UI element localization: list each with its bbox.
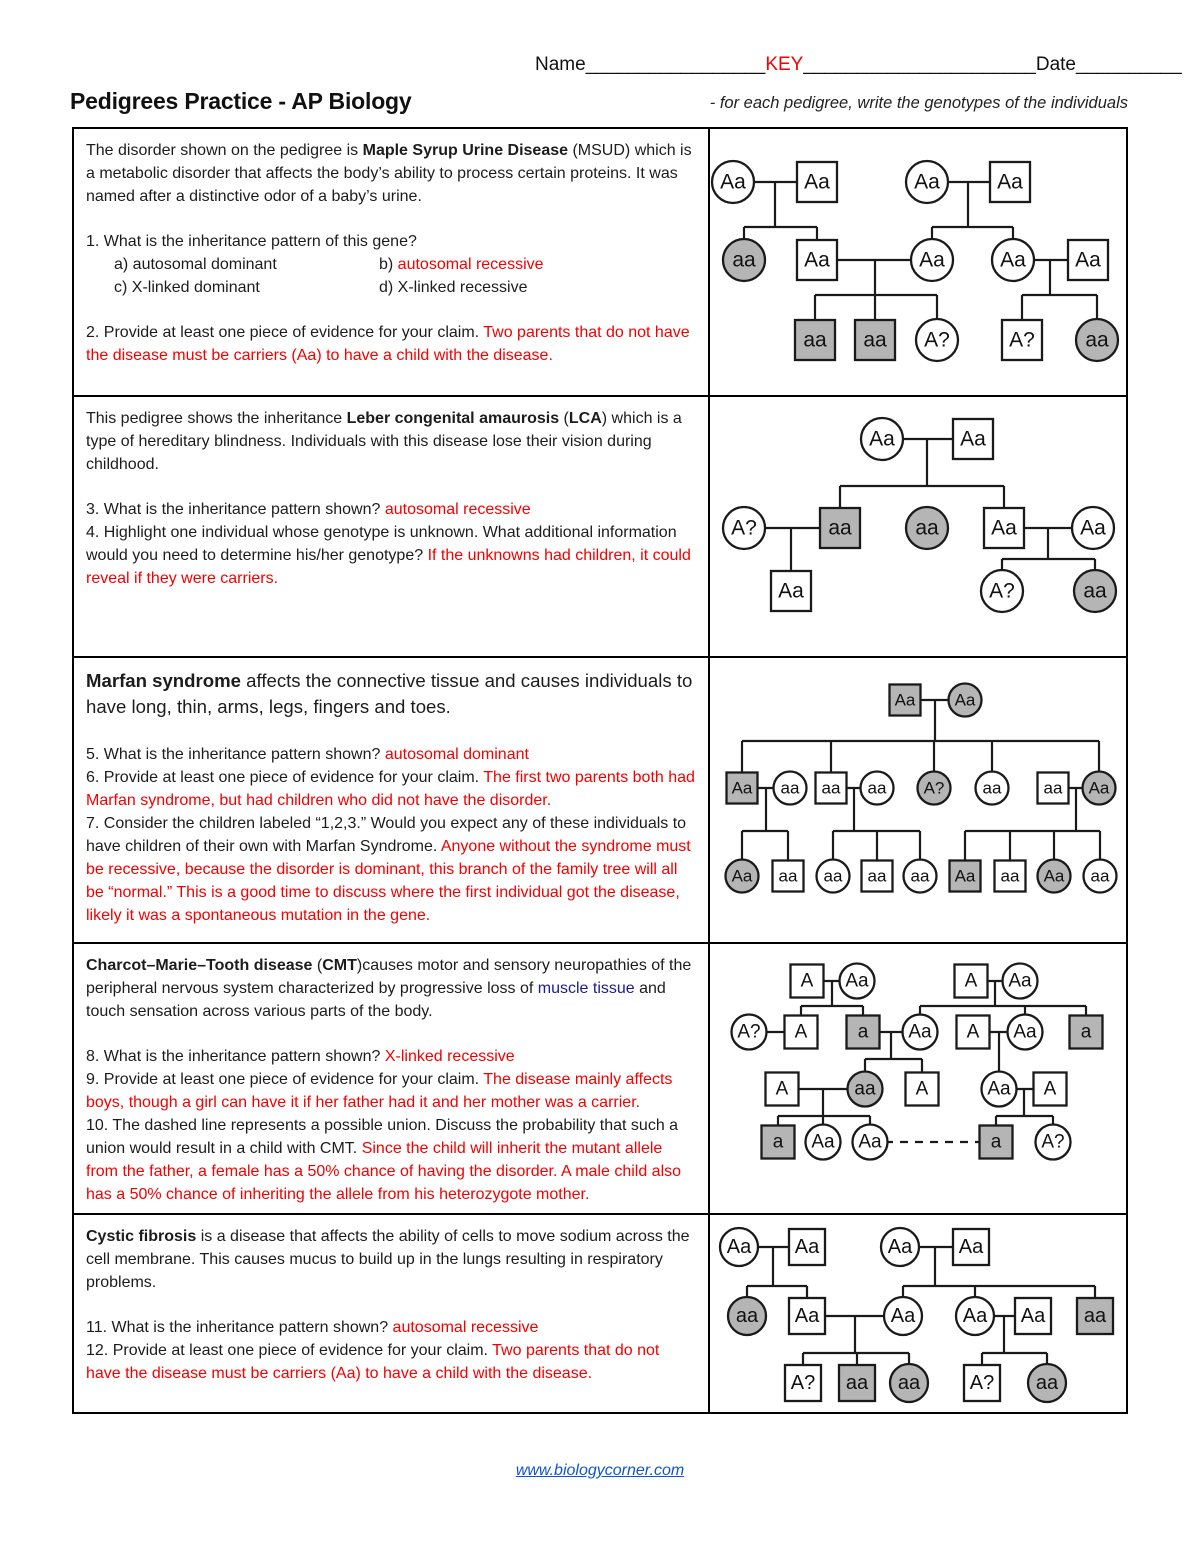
table-row-lca (74, 395, 1126, 656)
question-text: Marfan syndrome (86, 670, 241, 691)
pedigree-node-male-affected (1070, 1016, 1103, 1049)
pedigree-node-female (884, 1297, 922, 1335)
pedigree-node-female-affected (918, 772, 951, 805)
question-text: and touch sensation across various parts of the body. (86, 980, 666, 1021)
page-title: Pedigrees Practice - AP Biology (70, 88, 412, 114)
genotype-label: Aa (845, 970, 869, 992)
worksheet-paragraph (86, 521, 696, 590)
genotype-label: Aa (1080, 516, 1106, 540)
genotype-label: aa (803, 328, 827, 352)
date-blank: __________ (1075, 54, 1182, 75)
question-text: 12. Provide at least one piece of evidence for your claim. (86, 1342, 493, 1360)
genotype-label: A? (924, 328, 950, 352)
pedigree-node-female (806, 1125, 841, 1160)
genotype-label: aa (1043, 778, 1063, 798)
pedigree-node-male (797, 162, 837, 202)
pedigree-node-female (1003, 964, 1038, 999)
genotype-label: Aa (1075, 248, 1101, 272)
pedigree-node-female (904, 860, 937, 893)
pedigree-node-female-affected (949, 684, 982, 717)
question-text: CMT (322, 957, 357, 974)
pedigree-node-female-affected (906, 507, 948, 549)
question-text: c) X-linked dominant (114, 279, 260, 297)
pedigree-node-female-affected (723, 239, 765, 281)
pedigree-node-female-affected (728, 1297, 766, 1335)
answer-text: autosomal recessive (392, 1319, 539, 1337)
genotype-label: Aa (890, 1305, 916, 1327)
genotype-label: aa (854, 1078, 876, 1100)
genotype-label: aa (1083, 579, 1107, 603)
answer-text: Anyone without the syndrome must be recessive, because the disorder is dominant, this branch of the family tree will all be “normal.” This is a good time to discuss where the first individual got the disease, likely it was a spontaneous mutation in the gene. (86, 837, 691, 924)
answer-text: autosomal recessive (384, 501, 531, 519)
pedigree-node-male (771, 571, 811, 611)
pedigree-node-male (953, 419, 993, 459)
genotype-label: aa (1090, 866, 1110, 886)
pedigree-node-male (906, 1073, 939, 1106)
genotype-label: A? (989, 579, 1015, 603)
genotype-label: A (964, 970, 978, 992)
pedigree-node-female-affected (890, 1364, 928, 1402)
genotype-label: Aa (987, 1078, 1011, 1100)
question-cell-lca (74, 397, 710, 656)
pedigree-node-female-affected (1038, 860, 1071, 893)
pedigree-node-male (791, 965, 824, 998)
question-text: The disorder shown on the pedigree is (86, 142, 363, 159)
genotype-label: Aa (997, 170, 1023, 194)
pedigree-node-male-affected (950, 861, 981, 892)
genotype-label: Aa (778, 579, 804, 603)
worksheet-paragraph (86, 743, 696, 766)
worksheet-paragraph (86, 1316, 696, 1339)
pedigree-node-female (712, 161, 754, 203)
pedigree-chart (710, 658, 1126, 942)
pedigree-node-female-affected (1074, 570, 1116, 612)
pedigree-node-male (766, 1073, 799, 1106)
name-blank: _________________ (585, 54, 766, 75)
genotype-label: aa (1000, 866, 1020, 886)
genotype-label: Aa (954, 690, 976, 710)
genotype-label: Aa (794, 1305, 820, 1327)
pedigree-node-female (1036, 1125, 1071, 1160)
genotype-label: A? (731, 516, 757, 540)
genotype-label: A (915, 1078, 929, 1100)
answer-text: Two parents that do not have the disease must be carriers (Aa) to have a child with the disease. (86, 324, 690, 365)
question-text: affects the connective tissue and causes individuals to have long, thin, arms, legs, fingers and toes. (86, 670, 693, 718)
pedigree-node-female (976, 772, 1009, 805)
question-text: a) autosomal dominant (114, 256, 277, 274)
genotype-label: aa (821, 778, 841, 798)
pedigree-node-female (1084, 860, 1117, 893)
genotype-label: a (772, 1131, 784, 1153)
pedigree-node-female (992, 239, 1034, 281)
genotype-label: A? (790, 1372, 816, 1394)
genotype-label: Aa (962, 1305, 988, 1327)
question-text: b) (379, 256, 398, 274)
pedigree-node-male-affected (1077, 1298, 1113, 1334)
pedigree-cell-msud (710, 129, 1126, 395)
pedigree-node-female-affected (1083, 772, 1116, 805)
genotype-label: aa (780, 778, 800, 798)
table-row-cmt (74, 942, 1126, 1213)
genotype-label: Aa (720, 170, 746, 194)
genotype-label: Aa (914, 170, 940, 194)
pedigree-node-male (862, 861, 893, 892)
genotype-label: A (775, 1078, 789, 1100)
worksheet-paragraph (86, 230, 696, 253)
pedigree-node-female (1008, 1015, 1043, 1050)
pedigree-cell-lca (710, 397, 1126, 656)
title-row (70, 88, 1128, 115)
genotype-label: aa (828, 516, 852, 540)
pedigree-node-female-affected (1028, 1364, 1066, 1402)
question-text: Cystic fibrosis (86, 1228, 197, 1245)
genotype-label: Aa (858, 1131, 882, 1153)
question-text: Charcot–Marie–Tooth disease (86, 957, 313, 974)
pedigree-node-female (774, 772, 807, 805)
pedigree-node-female (903, 1015, 938, 1050)
genotype-label: aa (867, 778, 887, 798)
pedigree-node-male (773, 861, 804, 892)
question-cell-cmt (74, 944, 710, 1213)
worksheet-paragraph (86, 139, 696, 208)
question-text: 4. Highlight one individual whose genotype is unknown. What additional information would you need to determine his/her genotype? (86, 524, 677, 565)
pedigree-node-female (817, 860, 850, 893)
genotype-label: A (800, 970, 814, 992)
genotype-label: aa (1083, 1305, 1107, 1327)
genotype-label: aa (778, 866, 798, 886)
name-label: Name (535, 54, 586, 75)
table-row-cf (74, 1213, 1126, 1412)
pedigree-node-female (916, 319, 958, 361)
question-text: 6. Provide at least one piece of evidence for your claim. (86, 768, 484, 786)
pedigree-node-male (964, 1365, 1000, 1401)
genotype-label: aa (915, 516, 939, 540)
question-text: 11. What is the inheritance pattern shown? (86, 1319, 393, 1337)
genotype-label: Aa (731, 778, 753, 798)
genotype-label: aa (863, 328, 887, 352)
pedigree-node-female-affected (1076, 319, 1118, 361)
question-text: )causes motor and sensory neuropathies of the peripheral nervous system characterized by progressive loss of (86, 957, 692, 998)
pedigree-node-male (1068, 240, 1108, 280)
answer-text: Two parents that do not have the disease must be carriers (Aa) to have a child with the disease. (86, 1342, 660, 1383)
genotype-label: A? (1009, 328, 1035, 352)
question-text: ( (559, 410, 569, 427)
genotype-label: Aa (919, 248, 945, 272)
genotype-label: a (990, 1131, 1002, 1153)
pedigree-node-male (816, 773, 847, 804)
pedigree-node-male (1002, 320, 1042, 360)
pedigree-node-male-affected (855, 320, 895, 360)
question-text: is a disease that affects the ability of cells to move sodium across the cell membrane. This causes mucus to build up in the lungs resulting in respiratory problems. (86, 1228, 690, 1292)
genotype-label: aa (845, 1372, 869, 1394)
genotype-label: Aa (1013, 1021, 1037, 1043)
worksheet-paragraph (86, 1225, 696, 1294)
worksheet-paragraph (86, 407, 696, 476)
pedigree-node-male-affected (839, 1365, 875, 1401)
genotype-label: A (794, 1021, 808, 1043)
pedigree-node-male-affected (762, 1126, 795, 1159)
question-cell-marfan (74, 658, 710, 942)
question-text: 10. The dashed line represents a possible union. Discuss the probability that such a union would result in a child with CMT. (86, 1117, 679, 1158)
genotype-label: aa (823, 866, 843, 886)
genotype-label: Aa (958, 1236, 984, 1258)
date-label: Date (1035, 54, 1076, 75)
table-row-marfan (74, 656, 1126, 942)
answer-text: If the unknowns had children, it could reveal if they were carriers. (86, 547, 691, 588)
question-text: 8. What is the inheritance pattern shown? (86, 1048, 385, 1066)
pedigree-node-male (1034, 1073, 1067, 1106)
question-text: 9. Provide at least one piece of evidence for your claim. (86, 1071, 484, 1089)
answer-text: X-linked recessive (384, 1048, 515, 1066)
worksheet-paragraph (86, 812, 696, 927)
question-text: 5. What is the inheritance pattern shown? (86, 745, 385, 763)
pedigree-node-male (990, 162, 1030, 202)
genotype-label: Aa (869, 427, 895, 451)
genotype-label: Aa (991, 516, 1017, 540)
question-text: 1. What is the inheritance pattern of this gene? (86, 233, 417, 251)
pedigree-node-female (861, 772, 894, 805)
pedigree-node-male (957, 1016, 990, 1049)
table-row-msud (74, 129, 1126, 395)
genotype-label: Aa (1088, 778, 1110, 798)
key-blank: ______________________ (803, 54, 1036, 75)
genotype-label: aa (910, 866, 930, 886)
pedigree-cell-cmt (710, 944, 1126, 1213)
pedigree-node-female (881, 1228, 919, 1266)
key-answer: KEY (765, 54, 804, 75)
pedigree-node-female (1072, 507, 1114, 549)
pedigree-node-female (982, 1072, 1017, 1107)
pedigree-node-female (981, 570, 1023, 612)
question-text: (MSUD) which is a metabolic disorder that affects the body’s ability to process certain proteins. It was named after a distinctive odor of a baby’s urine. (86, 142, 692, 206)
pedigree-node-male-affected (980, 1126, 1013, 1159)
answer-text: autosomal recessive (397, 256, 544, 274)
pedigree-node-male-affected (847, 1016, 880, 1049)
pedigree-chart (710, 397, 1126, 656)
genotype-label: aa (982, 778, 1002, 798)
genotype-label: Aa (894, 690, 916, 710)
hyperlink-text: muscle tissue (537, 980, 635, 998)
question-cell-msud (74, 129, 710, 395)
pedigree-node-male (785, 1016, 818, 1049)
worksheet-paragraph (86, 1339, 696, 1385)
pedigree-node-female (906, 161, 948, 203)
genotype-label: A? (969, 1372, 995, 1394)
genotype-label: aa (1035, 1372, 1059, 1394)
genotype-label: Aa (811, 1131, 835, 1153)
pedigree-node-male (984, 508, 1024, 548)
genotype-label: aa (735, 1305, 759, 1327)
worksheet-paragraph (86, 1068, 696, 1114)
pedigree-node-male (1038, 773, 1069, 804)
question-text: LCA (568, 410, 602, 427)
genotype-label: Aa (731, 866, 753, 886)
genotype-label: aa (1085, 328, 1109, 352)
pedigree-node-male (785, 1365, 821, 1401)
genotype-label: Aa (960, 427, 986, 451)
worksheet-paragraph (86, 954, 696, 1023)
page-subtitle: - for each pedigree, write the genotypes of the individuals (709, 94, 1128, 112)
genotype-label: a (1080, 1021, 1092, 1043)
pedigree-node-male-affected (890, 685, 921, 716)
pedigree-node-female (723, 507, 765, 549)
pedigree-node-male (789, 1298, 825, 1334)
genotype-label: Aa (887, 1236, 913, 1258)
pedigree-node-male (1015, 1298, 1051, 1334)
genotype-label: aa (867, 866, 887, 886)
pedigree-node-male (995, 861, 1026, 892)
question-text: ) which is a type of hereditary blindness. Individuals with this disease lose their vision during childhood. (86, 410, 682, 474)
pedigree-node-female (840, 964, 875, 999)
pedigree-cell-marfan (710, 658, 1126, 942)
worksheet-paragraph (86, 321, 696, 367)
pedigree-node-female (861, 418, 903, 460)
pedigree-node-female (956, 1297, 994, 1335)
genotype-label: Aa (794, 1236, 820, 1258)
genotype-label: Aa (804, 248, 830, 272)
pedigree-node-female (732, 1015, 767, 1050)
question-text: 3. What is the inheritance pattern shown? (86, 501, 385, 519)
question-text: d) X-linked recessive (379, 279, 528, 297)
genotype-label: Aa (804, 170, 830, 194)
worksheet-paragraph (114, 253, 696, 276)
answer-text: Since the child will inherit the mutant allele from the father, a female has a 50% chance of having the disorder. A male child also has a 50% chance of inheriting the allele from his heterozygote mother. (86, 1140, 682, 1204)
pedigree-node-female (853, 1125, 888, 1160)
pedigree-cell-cf (710, 1215, 1126, 1412)
pedigree-node-male (797, 240, 837, 280)
question-text: Leber congenital amaurosis (346, 410, 560, 427)
genotype-label: A? (923, 778, 945, 798)
answer-text: The disease mainly affects boys, though a girl can have it if her father had it and her mother was a carrier. (86, 1071, 673, 1112)
genotype-label: Aa (908, 1021, 932, 1043)
pedigree-node-male-affected (795, 320, 835, 360)
pedigree-node-male-affected (727, 773, 758, 804)
pedigree-node-male (789, 1229, 825, 1265)
name-key-date-line (535, 54, 1182, 76)
genotype-label: aa (897, 1372, 921, 1394)
genotype-label: Aa (1000, 248, 1026, 272)
question-text: ( (312, 957, 323, 974)
genotype-label: A? (737, 1021, 761, 1043)
worksheet-paragraph (86, 1114, 696, 1206)
question-text: This pedigree shows the inheritance (86, 410, 347, 427)
pedigree-node-male (955, 965, 988, 998)
genotype-label: Aa (1008, 970, 1032, 992)
worksheet-paragraph (114, 276, 696, 299)
genotype-label: Aa (1020, 1305, 1046, 1327)
pedigree-node-male-affected (820, 508, 860, 548)
genotype-label: A? (1041, 1131, 1065, 1153)
pedigree-chart (710, 129, 1126, 395)
genotype-label: aa (732, 248, 756, 272)
worksheet-table (72, 127, 1128, 1414)
pedigree-chart (710, 1215, 1126, 1412)
biologycorner-link[interactable]: www.biologycorner.com (515, 1462, 685, 1479)
genotype-label: A (966, 1021, 980, 1043)
answer-text: autosomal dominant (384, 745, 529, 763)
genotype-label: a (857, 1021, 869, 1043)
pedigree-node-male (953, 1229, 989, 1265)
worksheet-paragraph (86, 668, 696, 721)
genotype-label: Aa (954, 866, 976, 886)
question-text: 2. Provide at least one piece of evidence for your claim. (86, 324, 484, 342)
worksheet-paragraph (86, 1045, 696, 1068)
worksheet-paragraph (86, 498, 696, 521)
pedigree-chart (710, 944, 1126, 1213)
worksheet-paragraph (86, 766, 696, 812)
pedigree-node-female-affected (848, 1072, 883, 1107)
answer-text: The first two parents both had Marfan syndrome, but had children who did not have the disorder. (86, 768, 695, 809)
pedigree-node-female (720, 1228, 758, 1266)
question-text: 7. Consider the children labeled “1,2,3.” Would you expect any of these individuals to have children of their own with Marfan Syndrome. (86, 814, 687, 855)
genotype-label: Aa (1043, 866, 1065, 886)
question-text: Maple Syrup Urine Disease (362, 142, 569, 159)
genotype-label: Aa (726, 1236, 752, 1258)
pedigree-node-female-affected (726, 860, 759, 893)
genotype-label: A (1043, 1078, 1057, 1100)
question-cell-cf (74, 1215, 710, 1412)
pedigree-node-female (911, 239, 953, 281)
footer (0, 1462, 1200, 1480)
